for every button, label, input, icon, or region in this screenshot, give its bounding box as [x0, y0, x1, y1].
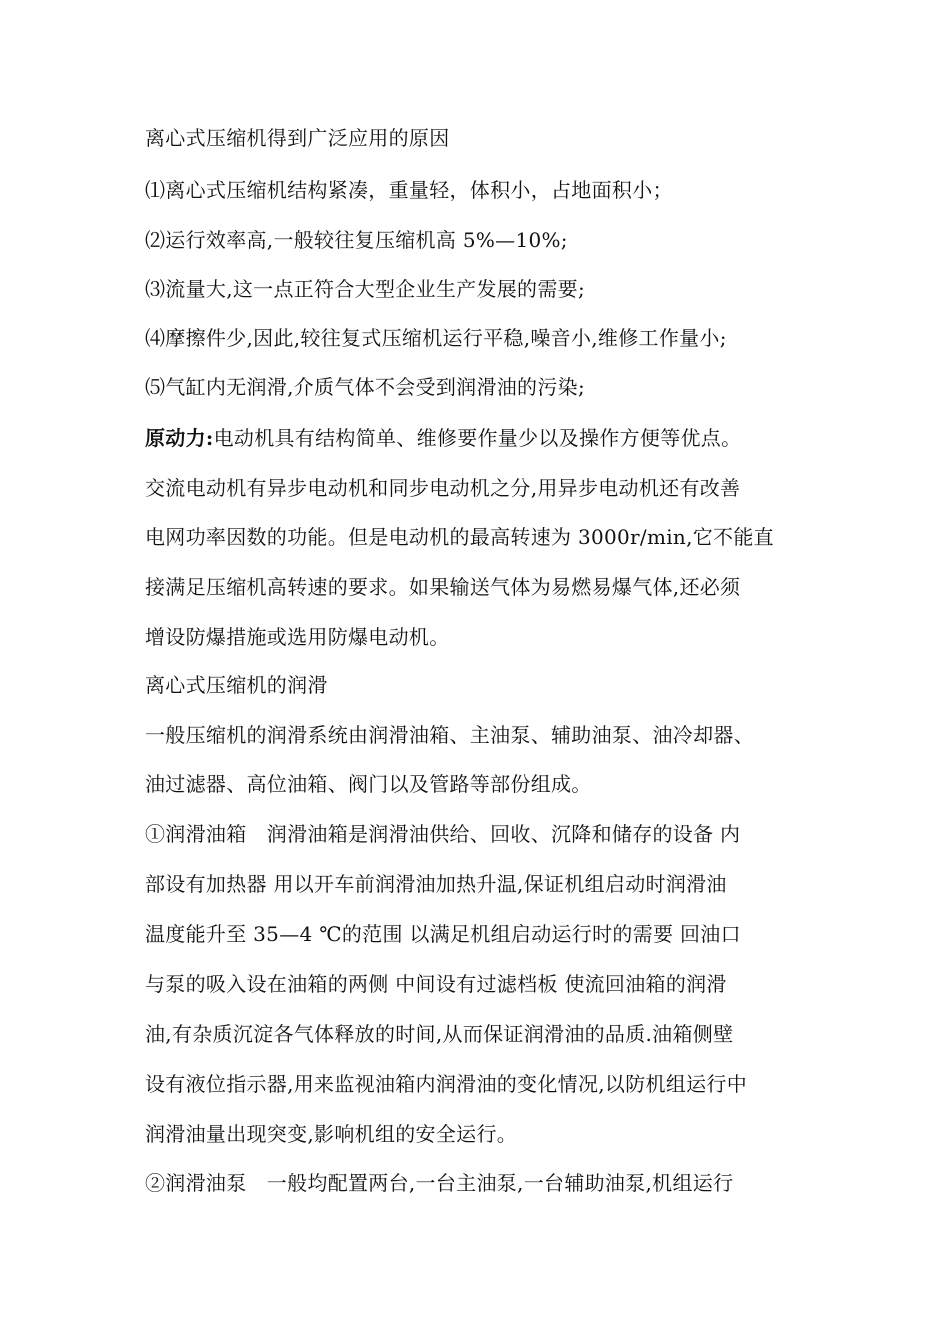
advantage-item-3: ⑶流量大,这一点正符合大型企业生产发展的需要;	[145, 277, 585, 301]
oil-tank-line-5: 油,有杂质沉淀各气体释放的时间,从而保证润滑油的品质.油箱侧壁	[145, 1022, 734, 1046]
motive-text: 电动机具有结构简单、维修要作量少以及操作方便等优点。	[213, 426, 742, 450]
advantage-item-1: ⑴离心式压缩机结构紧凑，重量轻，体积小，占地面积小；	[145, 178, 673, 202]
motor-line-4: 增设防爆措施或选用防爆电动机。	[145, 625, 450, 649]
oil-tank-line-4: 与泵的吸入设在油箱的两侧 中间设有过滤档板 使流回油箱的润滑	[145, 972, 727, 996]
oil-pump-line-1: ②润滑油泵 一般均配置两台,一台主油泵,一台辅助油泵,机组运行	[145, 1171, 734, 1195]
lube-intro-line-1: 一般压缩机的润滑系统由润滑油箱、主油泵、辅助油泵、油冷却器、	[145, 723, 754, 747]
oil-tank-line-3: 温度能升至 35—4 ℃的范围 以满足机组启动运行时的需要 回油口	[145, 922, 741, 946]
oil-tank-line-1: ①润滑油箱 润滑油箱是润滑油供给、回收、沉降和储存的设备 内	[145, 822, 741, 846]
lube-intro-line-2: 油过滤器、高位油箱、阀门以及管路等部份组成。	[145, 772, 592, 796]
section-heading-advantages: 离心式压缩机得到广泛应用的原因	[145, 126, 450, 150]
oil-tank-line-6: 设有液位指示器,用来监视油箱内润滑油的变化情况,以防机组运行中	[145, 1072, 748, 1096]
section-heading-lubrication: 离心式压缩机的润滑	[145, 673, 328, 697]
motor-line-2: 电网功率因数的功能。但是电动机的最高转速为 3000r/min,它不能直	[145, 525, 774, 549]
oil-tank-line-2: 部设有加热器 用以开车前润滑油加热升温,保证机组启动时润滑油	[145, 872, 727, 896]
motive-paragraph	[145, 425, 741, 451]
motor-line-1: 交流电动机有异步电动机和同步电动机之分,用异步电动机还有改善	[145, 476, 741, 500]
oil-tank-line-7: 润滑油量出现突变,影响机组的安全运行。	[145, 1122, 518, 1146]
advantage-item-2: ⑵运行效率高,一般较往复压缩机高 5%—10%;	[145, 228, 568, 252]
motive-label: 原动力:	[145, 426, 214, 450]
advantage-item-5: ⑸气缸内无润滑,介质气体不会受到润滑油的污染;	[145, 375, 585, 399]
motor-line-3: 接满足压缩机高转速的要求。如果输送气体为易燃易爆气体,还必须	[145, 575, 741, 599]
advantage-item-4: ⑷摩擦件少,因此,较往复式压缩机运行平稳,噪音小,维修工作量小;	[145, 326, 727, 350]
